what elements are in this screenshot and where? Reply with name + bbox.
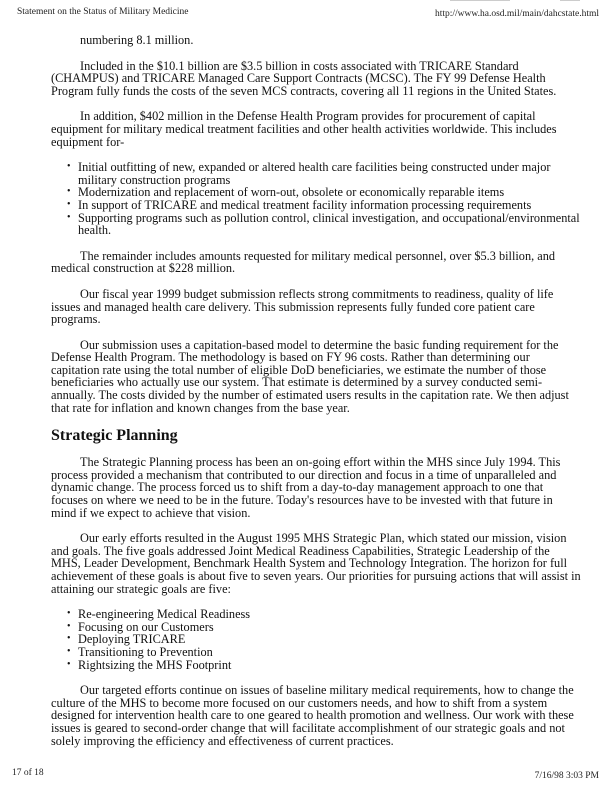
paragraph: Our targeted efforts continue on issues of baseline military medical requirements, how to change the culture of the MHS to become more focused on our customers needs, and how to shift from a system designed for intervention health care to one geared to health promotion and wellness. Our work with these issues is geared to second-order change that will facilitate accomplishment of our strategic goals and not solely improving the efficiency and effectiveness of current practices. (51, 683, 574, 748)
list-item: • In support of TRICARE and medical treatment facility information processing requirements (78, 199, 581, 212)
paragraph: The remainder includes amounts requested for military medical personnel, over $5.3 billion, and medical construction at $228 million. (51, 248, 555, 276)
document-body (51, 34, 581, 760)
paragraph: Our fiscal year 1999 budget submission reflects strong commitments to readiness, quality of life issues and managed health care delivery. This submission represents fully funded core patient care programs. (51, 286, 554, 327)
page-url: http://www.ha.osd.mil/main/dahcstate.html (434, 9, 599, 19)
equipment-list (51, 161, 581, 237)
list-item: • Deploying TRICARE (78, 633, 581, 646)
paragraph: Included in the $10.1 billion are $3.5 billion in costs associated with TRICARE Standard (CHAMPUS) and TRICARE Managed Care Support Contracts (MCSC). The FY 99 Defense Health Program fully funds the costs of the seven MCS contracts, covering all 11 regions in the United States. (51, 58, 557, 98)
section-heading: Strategic Planning (51, 427, 178, 445)
list-item: • Initial outfitting of new, expanded or altered health care facilities being constructed under major military construction programs (78, 161, 581, 186)
paragraph: The Strategic Planning process has been an on-going effort within the MHS since July 1994. This process provided a mechanism that contributed to our direction and focus in a time of unparalleled and dynamic change. The process forced us to shift from a day-to-day management approach to one that focuses on where we need to be in the future. Today's resources have to be invested with that future in mind if we expect to achieve that vision. (51, 455, 561, 520)
list-item: • Supporting programs such as pollution control, clinical investigation, and occupational/environmental health. (78, 212, 581, 237)
page-number: 17 of 18 (12, 768, 44, 778)
list-item: • Rightsizing the MHS Footprint (78, 659, 581, 672)
page-title: Statement on the Status of Military Medicine (17, 7, 189, 17)
paragraph: Our early efforts resulted in the August 1995 MHS Strategic Plan, which stated our mission, vision and goals. The five goals addressed Joint Medical Readiness Capabilities, Strategic Leadership of the MHS, Leader Development, Benchmark Health System and Technology Integration. The horizon for full achievement of these goals is about five to seven years. Our priorities for pursuing actions that will assist in attaining our strategic goals are five: (51, 531, 581, 596)
list-item: • Modernization and replacement of worn-out, obsolete or economically reparable items (78, 186, 581, 199)
paragraph: Our submission uses a capitation-based model to determine the basic funding requirement for the Defense Health Program. The methodology is based on FY 96 costs. Rather than determining our capitation rate using the total number of eligible DoD beneficiaries, we estimate the number of those beneficiaries who actually use our system. That estimate is determined by a survey conducted semi-annually. The costs divided by the number of estimated users results in the capitation rate. We then adjust that rate for inflation and known changes from the base year. (51, 337, 569, 415)
paragraph: numbering 8.1 million. (80, 33, 194, 47)
print-datetime: 7/16/98 3:03 PM (534, 771, 599, 781)
list-item: • Transitioning to Prevention (78, 646, 581, 659)
list-item: • Re-engineering Medical Readiness (78, 608, 581, 621)
header-rule-marks (440, 0, 600, 3)
priorities-list (51, 608, 581, 671)
paragraph: In addition, $402 million in the Defense Health Program provides for procurement of capital equipment for military medical treatment facilities and other health activities worldwide. This includes equipment for- (51, 109, 557, 149)
list-item: • Focusing on our Customers (78, 621, 581, 634)
